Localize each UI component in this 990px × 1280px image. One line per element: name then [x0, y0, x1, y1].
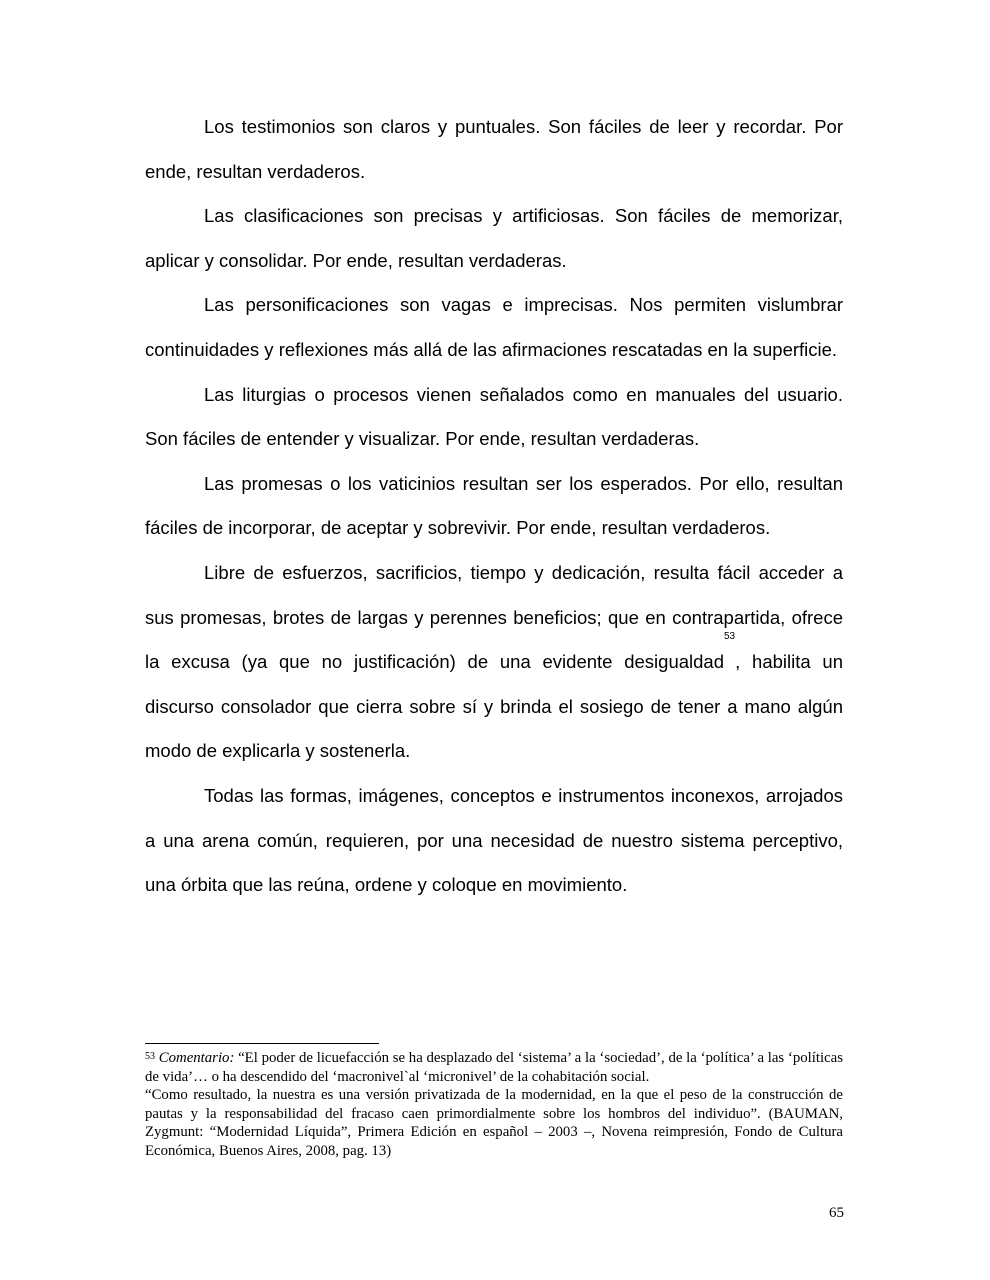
- page-number: 65: [829, 1205, 844, 1221]
- body-text: [145, 105, 843, 908]
- footnote-53-quote: “Como resultado, la nuestra es una versión privatizada de la modernidad, en la que el peso de la construcción de pautas y la responsabilidad del fracaso caen primordialmente sobre los hombros del individuo”. (BAUMAN, Zygmunt: “Modernidad Líquida”, Primera Edición en español – 2003 –, Novena reimpresión, Fondo de Cultura Económica, Buenos Aires, 2008, pag. 13): [145, 1087, 843, 1159]
- paragraph-personificaciones: Las personificaciones son vagas e imprecisas. Nos permiten vislumbrar continuidades y reflexiones más allá de las afirmaciones rescatadas en la superficie.: [145, 294, 843, 360]
- paragraph-clasificaciones: Las clasificaciones son precisas y artificiosas. Son fáciles de memorizar, aplicar y consolidar. Por ende, resultan verdaderas.: [145, 205, 843, 271]
- footnote-label: Comentario:: [158, 1050, 235, 1066]
- footnote-number: 53: [145, 1051, 155, 1062]
- footnote-53-first: [145, 1049, 843, 1086]
- footnote-separator: [145, 1043, 379, 1044]
- paragraph-libre-text-start: Libre de esfuerzos, sacrificios, tiempo y dedicación, resulta fácil acceder a sus promesas, brotes de largas y perennes beneficios; que en contrapartida, ofrece la excusa (ya que no justificación) de una evidente desigualdad: [145, 561, 843, 673]
- paragraph-todas-las-formas: Todas las formas, imágenes, conceptos e instrumentos inconexos, arrojados a una arena común, requieren, por una necesidad de nuestro sistema perceptivo, una órbita que las reúna, ordene y coloque en movimiento.: [145, 784, 843, 896]
- paragraph-libre-text-end: , habilita un discurso consolador que cierra sobre sí y brinda el sosiego de tener a mano algún modo de explicarla y sostenerla.: [145, 651, 843, 762]
- footnote-text-line1: “El poder de licuefacción se ha desplazado del ‘sistema’ a la ‘sociedad’, de la ‘política’ a las ‘políticas de vida’… o ha descendido del ‘macronivel`al ‘micronivel’ de la cohabitación social.: [145, 1050, 843, 1085]
- footnotes: [145, 1049, 843, 1161]
- paragraph-testimonios: Los testimonios son claros y puntuales. Son fáciles de leer y recordar. Por ende, resultan verdaderos.: [145, 116, 843, 182]
- paragraph-libre-de-esfuerzos: [145, 551, 843, 774]
- paragraph-liturgias: Las liturgias o procesos vienen señalados como en manuales del usuario. Son fáciles de entender y visualizar. Por ende, resultan verdaderas.: [145, 383, 843, 450]
- paragraph-promesas: Las promesas o los vaticinios resultan ser los esperados. Por ello, resultan fáciles de incorporar, de aceptar y sobrevivir. Por ende, resultan verdaderos.: [145, 472, 843, 539]
- footnote-reference[interactable]: 53: [724, 631, 736, 643]
